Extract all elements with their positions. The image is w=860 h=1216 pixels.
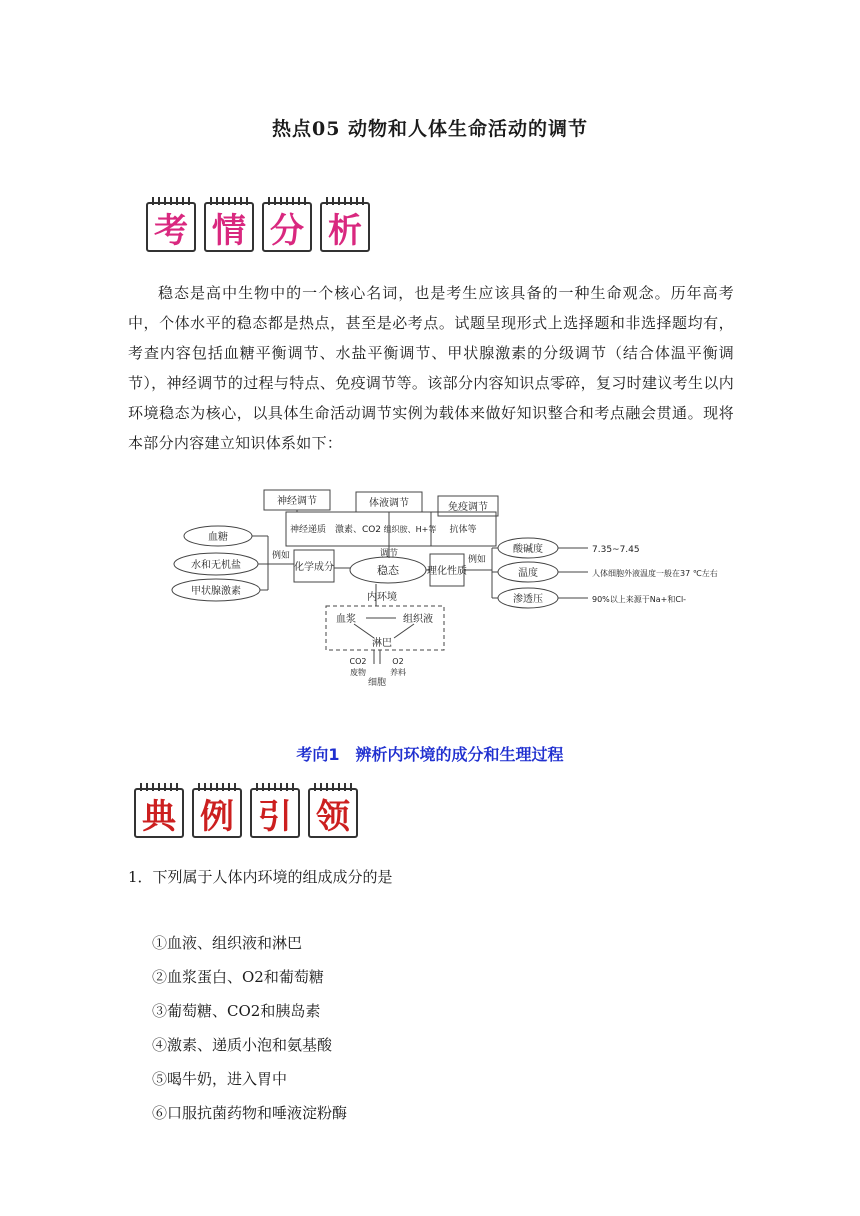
banner-card: [250, 788, 300, 838]
diagram-label: 淋巴: [372, 638, 392, 649]
diagram-label: CO2: [349, 657, 367, 666]
option-item: ⑤喝牛奶，进入胃中: [152, 1070, 288, 1088]
diagram-label: 7.35~7.45: [592, 545, 640, 555]
diagram-label: 细胞: [367, 678, 387, 688]
question-stem: 1．下列属于人体内环境的组成成分的是: [128, 868, 393, 886]
diagram-label: 体液调节: [369, 498, 409, 509]
banner-card: [146, 202, 196, 252]
diagram-label: 理化性质: [427, 566, 467, 577]
option-list: [152, 926, 347, 1130]
diagram-label: 免疫调节: [448, 502, 488, 513]
diagram-label: 水和无机盐: [191, 560, 241, 571]
banner-char: 引: [258, 796, 292, 837]
section-heading: 考向1 辨析内环境的成分和生理过程: [296, 745, 564, 764]
option-item: ①血液、组织液和淋巴: [152, 934, 303, 952]
diagram-label: 神经递质: [289, 525, 327, 535]
diagram-label: 血浆: [336, 614, 356, 625]
banner-char: 析: [328, 210, 362, 251]
diagram-label: 组织液: [403, 614, 433, 625]
diagram-label: 内环境: [367, 592, 397, 603]
banner-card: [204, 202, 254, 252]
diagram-label: 例如: [272, 551, 291, 561]
banner-card: [134, 788, 184, 838]
page-title: 热点05 动物和人体生命活动的调节: [271, 118, 589, 140]
banner-card: [262, 202, 312, 252]
banner-char: 例: [200, 796, 234, 837]
diagram-label: 激素、CO2: [334, 525, 382, 535]
banner-card: [320, 202, 370, 252]
diagram-label: 血糖: [208, 532, 228, 543]
diagram-label: 调节: [379, 549, 399, 559]
diagram-label: 抗体等: [449, 525, 477, 535]
diagram-label: 温度: [518, 568, 538, 579]
diagram-label: 养料: [390, 668, 406, 677]
option-item: ④激素、递质小泡和氨基酸: [152, 1036, 333, 1054]
diagram-label: 组织胺、H+等: [383, 525, 437, 534]
analysis-banner: [146, 202, 370, 252]
diagram-label: 甲状腺激素: [191, 586, 241, 597]
diagram-label: 废物: [350, 668, 366, 677]
diagram-label: 化学成分: [294, 562, 334, 573]
diagram-label: 神经调节: [277, 496, 317, 507]
banner-char: 情: [212, 210, 246, 251]
banner-char: 考: [154, 210, 188, 251]
option-item: ②血浆蛋白、O2和葡萄糖: [152, 968, 324, 986]
banner-char: 典: [142, 796, 176, 837]
banner-char: 分: [270, 210, 304, 251]
diagram-label: 例如: [468, 555, 487, 565]
banner-char: 领: [316, 796, 350, 837]
knowledge-diagram: [168, 488, 734, 688]
banner-card: [308, 788, 358, 838]
diagram-label: O2: [392, 657, 404, 666]
option-item: ③葡萄糖、CO2和胰岛素: [152, 1002, 321, 1020]
diagram-label: 稳态: [377, 564, 399, 577]
intro-paragraph: 稳态是高中生物中的一个核心名词，也是考生应该具备的一种生命观念。历年高考中，个体水平的稳态都是热点，甚至是必考点。试题呈现形式上选择题和非选择题均有，考查内容包括血糖平衡调节、水盐平衡调节、甲状腺激素的分级调节（结合体温平衡调节），神经调节的过程与特点、免疫调节等。该部分内容知识点零碎，复习时建议考生以内环境稳态为核心，以具体生命活动调节实例为载体来做好知识整合和考点融会贯通。现将本部分内容建立知识体系如下：: [128, 284, 734, 452]
diagram-label: 酸碱度: [513, 544, 543, 555]
banner-card: [192, 788, 242, 838]
example-banner: [134, 788, 358, 838]
diagram-label: 90%以上来源于Na+和Cl-: [592, 595, 687, 604]
diagram-label: 渗透压: [513, 594, 543, 605]
diagram-label: 人体细胞外液温度一般在37 ℃左右: [592, 569, 718, 578]
option-item: ⑥口服抗菌药物和唾液淀粉酶: [152, 1104, 348, 1122]
